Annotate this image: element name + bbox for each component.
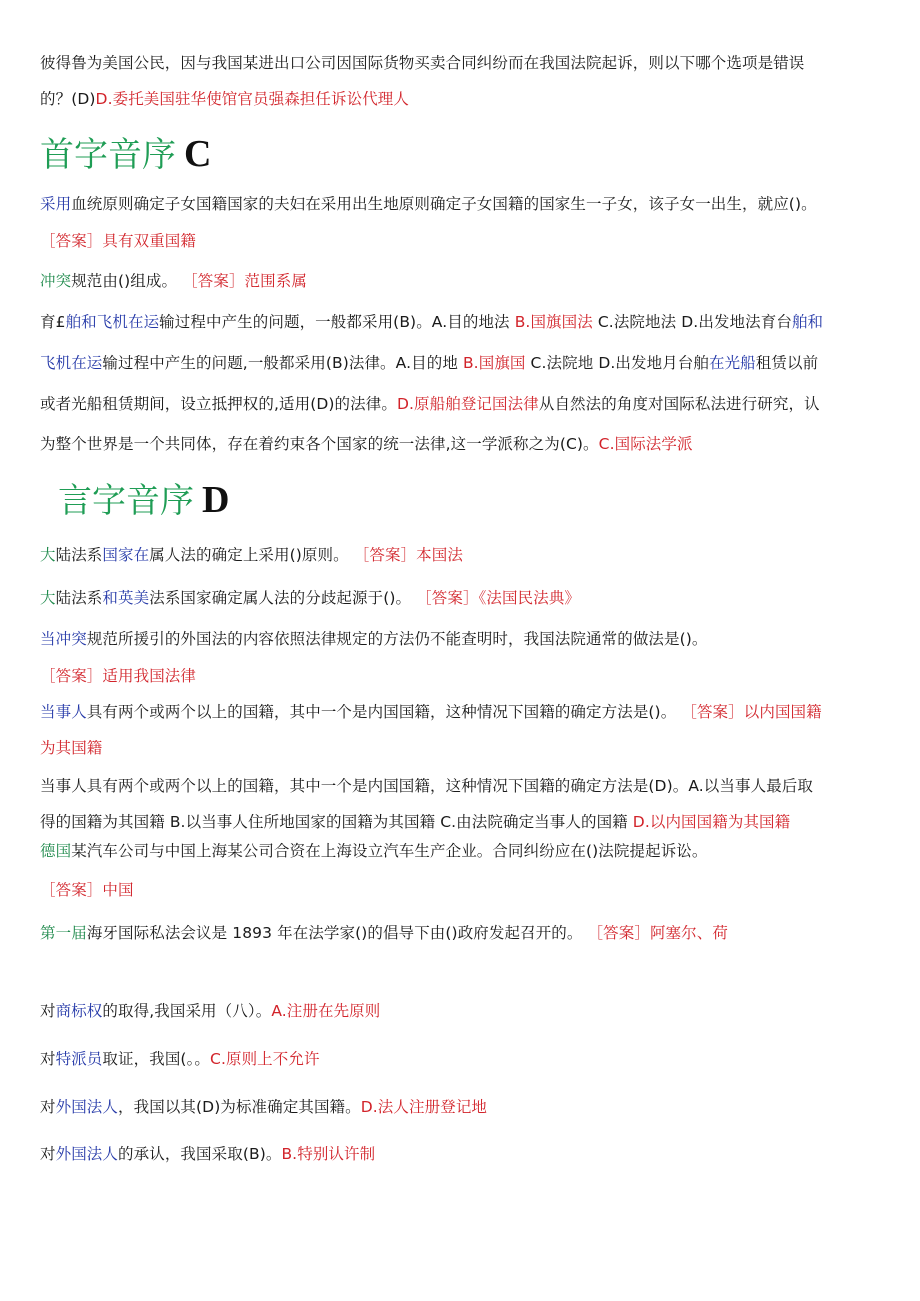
c-p3-line-2	[40, 352, 890, 374]
d-q1-text: 属人法的确定上采用()原则。	[149, 546, 349, 564]
d-q3-answer: ［答案］适用我国法律	[40, 667, 197, 685]
d-q6-lead: 德国	[40, 842, 72, 860]
d-q3-lead: 当冲突	[40, 630, 87, 648]
d-q5-text: 得的国籍为其国籍 B.以当事人住所地国家的国籍为其国籍 C.由法院确定当事人的国籍	[40, 813, 633, 831]
c-p3-text: 或者光船租赁期间，设立抵押权的,适用(D)的法律。	[40, 395, 397, 413]
d-q2-text: 法系国家确定属人法的分歧起源于()。	[149, 589, 412, 607]
section-c-title: 首字音序	[40, 135, 176, 175]
d-q1-link: 国家在	[102, 546, 150, 564]
c-p3-text: 输过程中产生的问题,一般都采用(B)法律。A.目的地	[102, 354, 463, 372]
c-q1-text: 血统原则确定子女国籍国家的夫妇在采用出生地原则确定子女国籍的国家生一子女，该子女一出生，就应()。	[71, 195, 817, 213]
d-q11-answer: B.特别认许制	[281, 1145, 376, 1163]
d-q7	[40, 922, 890, 944]
d-q4-answer: ［答案］以内国国籍	[681, 703, 822, 721]
d-q2-lead: 大	[40, 589, 56, 607]
c-p3-line-1	[40, 311, 890, 333]
d-q2	[40, 587, 890, 609]
d-q1-lead: 大	[40, 546, 56, 564]
d-q2-link: 和英美	[102, 589, 150, 607]
intro-text-2: 的？(D)	[40, 90, 96, 108]
c-q2-answer: ［答案］范围系属	[182, 272, 307, 290]
d-q3-answer-line	[40, 665, 890, 687]
d-q11-text: 对	[40, 1145, 56, 1163]
intro-line-1	[40, 52, 890, 74]
d-q10-link: 外国法人	[55, 1098, 119, 1116]
d-q7-answer: ［答案］阿塞尔、荷	[587, 924, 728, 942]
d-q1-answer: ［答案］本国法	[353, 546, 463, 564]
c-q1-lead: 采用	[40, 195, 72, 213]
d-q1	[40, 544, 890, 566]
section-c-letter: C	[184, 133, 212, 175]
c-q2-text: 规范由()组成。	[71, 272, 178, 290]
d-q6-text: 某汽车公司与中国上海某公司合资在上海设立汽车生产企业。合同纠纷应在()法院提起诉讼。	[71, 842, 708, 860]
d-q5-text: 当事人具有两个或两个以上的国籍，其中一个是内国国籍，这种情况下国籍的确定方法是(D)。A.以当事人最后取	[40, 777, 813, 795]
d-q3-text: 规范所援引的外国法的内容依照法律规定的方法仍不能查明时，我国法院通常的做法是()。	[86, 630, 708, 648]
intro-answer: D.委托美国驻华使馆官员强森担任诉讼代理人	[95, 90, 409, 108]
d-q9-text: 对	[40, 1050, 56, 1068]
c-p3-text: C.法院地 D.出发地月台舶	[525, 354, 709, 372]
c-q1-answer: ［答案］具有双重国籍	[40, 232, 197, 250]
d-q5-line-2	[40, 811, 890, 833]
d-q5-answer: D.以内国国籍为其国籍	[632, 813, 791, 831]
d-q9-answer: C.原则上不允许	[210, 1050, 320, 1068]
c-p3-line-4	[40, 433, 890, 455]
c-p3-text: 育£	[40, 313, 66, 331]
d-q10-answer: D.法人注册登记地	[360, 1098, 488, 1116]
c-p3-link: 在光船	[708, 354, 756, 372]
d-q3	[40, 628, 890, 650]
c-p3-line-3	[40, 393, 890, 415]
c-q1	[40, 193, 890, 215]
c-q2	[40, 270, 890, 292]
c-p3-answer: C.国际法学派	[598, 435, 693, 453]
d-q2-answer: ［答案］《法国民法典》	[416, 589, 581, 607]
c-p3-link: 飞机在运	[40, 354, 103, 372]
d-q4-text: 具有两个或两个以上的国籍，其中一个是内国国籍，这种情况下国籍的确定方法是()。	[86, 703, 677, 721]
c-p3-text: 从自然法的角度对国际私法进行研究，认	[538, 395, 820, 413]
c-p3-link: 舶和	[791, 313, 824, 331]
d-q11-link: 外国法人	[55, 1145, 119, 1163]
intro-line-2	[40, 88, 890, 110]
d-q4-answer-cont: 为其国籍	[40, 739, 103, 757]
d-q4-lead: 当事人	[40, 703, 87, 721]
section-c-heading	[40, 132, 211, 177]
d-q9	[40, 1048, 890, 1070]
d-q10-text: 对	[40, 1098, 56, 1116]
c-p3-text: 输过程中产生的问题，一般都采用(B)。A.目的地法	[159, 313, 515, 331]
d-q2-text: 陆法系	[55, 589, 103, 607]
section-d-title: 言字音序	[58, 481, 194, 521]
c-p3-text: 为整个世界是一个共同体，存在着约束各个国家的统一法律,这一学派称之为(C)。	[40, 435, 599, 453]
c-p3-link: 舶和飞机在运	[65, 313, 160, 331]
d-q8	[40, 1000, 890, 1022]
intro-text-1: 彼得鲁为美国公民，因与我国某进出口公司因国际货物买卖合同纠纷而在我国法院起诉，则以下哪个选项是错误	[40, 54, 805, 72]
d-q9-link: 特派员	[55, 1050, 103, 1068]
d-q1-text: 陆法系	[55, 546, 103, 564]
d-q7-lead: 第一届	[40, 924, 87, 942]
d-q6	[40, 840, 890, 862]
c-p3-answer: B.国旗国法	[514, 313, 593, 331]
c-p3-answer: B.国旗国	[462, 354, 526, 372]
d-q10-text: ，我国以其(D)为标准确定其国籍。	[118, 1098, 361, 1116]
d-q9-text: 取证，我国(。。	[102, 1050, 211, 1068]
section-d-heading	[58, 478, 229, 523]
d-q6-answer: ［答案］中国	[40, 881, 134, 899]
d-q5-line-1	[40, 775, 890, 797]
d-q10	[40, 1096, 890, 1118]
d-q11-text: 的承认，我国采取(B)。	[118, 1145, 282, 1163]
d-q4-answer-line	[40, 737, 890, 759]
d-q8-answer: A.注册在先原则	[271, 1002, 381, 1020]
c-p3-answer: D.原船舶登记国法律	[396, 395, 539, 413]
d-q8-text: 的取得,我国采用（八）。	[102, 1002, 272, 1020]
d-q8-link: 商标权	[55, 1002, 103, 1020]
d-q6-answer-line	[40, 879, 890, 901]
d-q8-text: 对	[40, 1002, 56, 1020]
c-p3-text: 租赁以前	[755, 354, 819, 372]
d-q11	[40, 1143, 890, 1165]
section-d-letter: D	[202, 479, 230, 521]
d-q7-text: 海牙国际私法会议是 1893 年在法学家()的倡导下由()政府发起召开的。	[86, 924, 583, 942]
d-q4	[40, 701, 890, 723]
c-p3-text: C.法院地法 D.出发地法育台	[592, 313, 792, 331]
c-q1-answer-line	[40, 230, 890, 252]
c-q2-lead: 冲突	[40, 272, 72, 290]
